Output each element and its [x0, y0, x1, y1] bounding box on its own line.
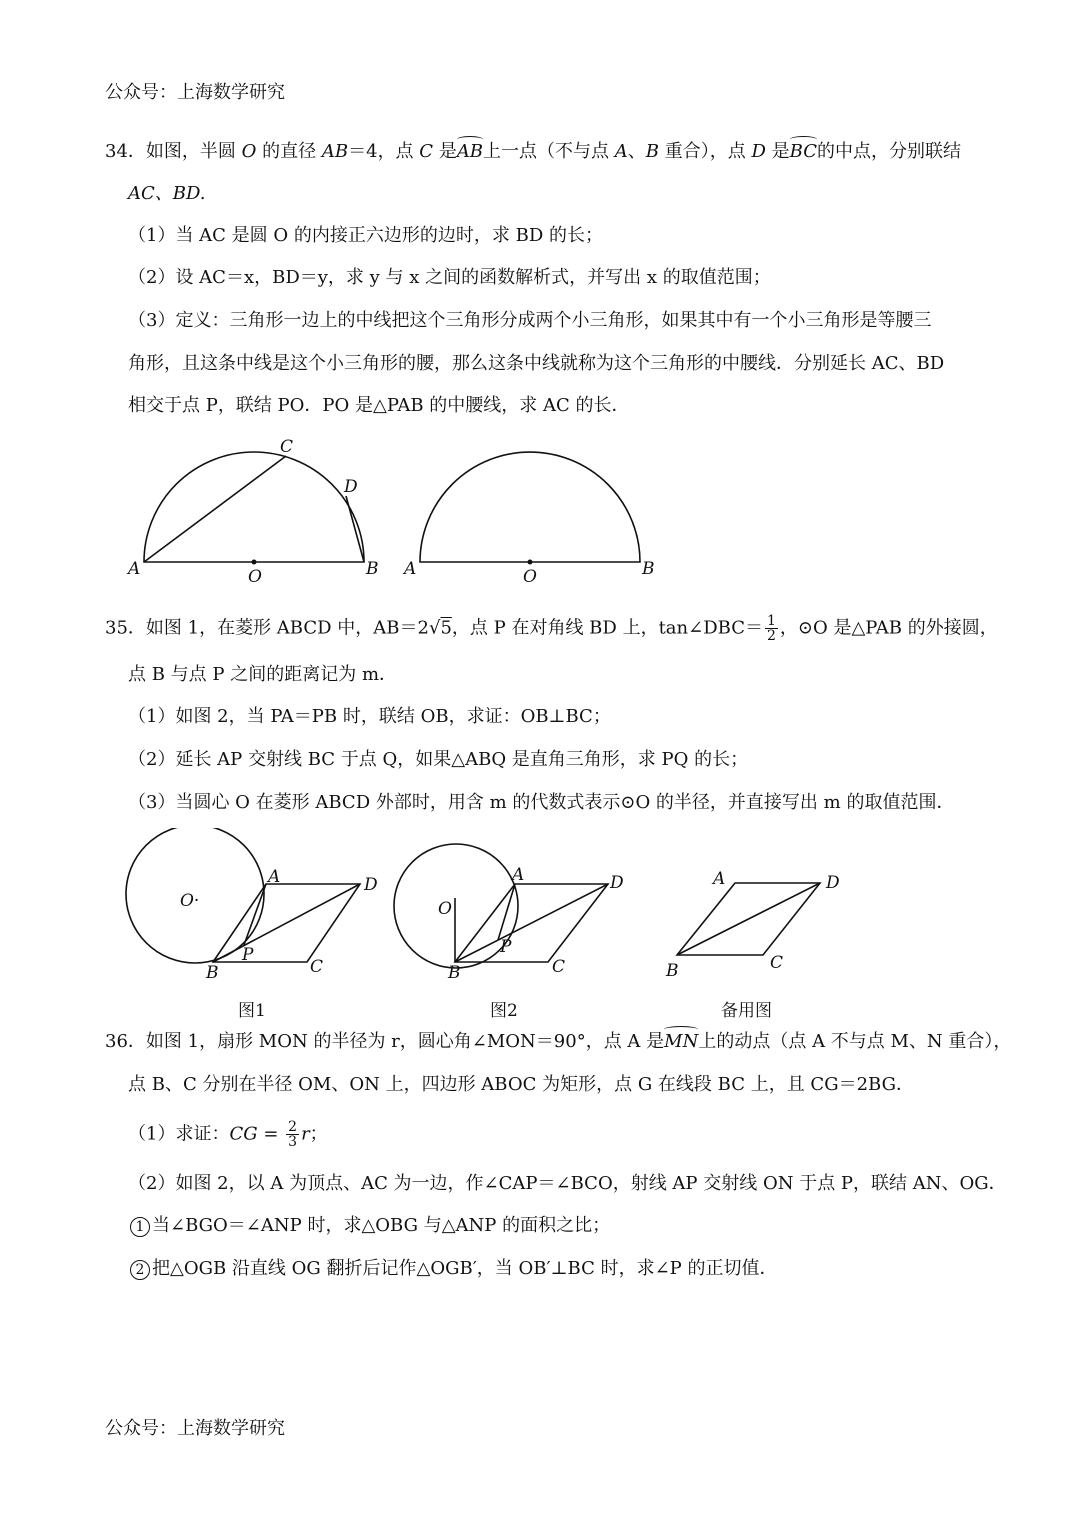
label-d: D [364, 875, 378, 895]
q34-figure-right [420, 452, 640, 562]
q35-sub1: （1）如图 2，当 PA＝PB 时，联结 OB，求证：OB⊥BC； [128, 706, 611, 727]
page-header: 公众号：上海数学研究 [105, 82, 285, 103]
semicircle [144, 452, 364, 562]
q36-text: 如图 1，扇形 MON 的半径为 r，圆心角∠MON＝90°，点 A 是 [145, 1031, 665, 1052]
sqrt5: √5 [428, 617, 452, 639]
q34-stem-line2: AC、BD. [128, 183, 206, 204]
q36-sub2: （2）如图 2，以 A 为顶点、AC 为一边，作∠CAP＝∠BCO，射线 AP 交射线 ON 于点 P，联结 AN、OG． [128, 1173, 1007, 1194]
q34-text: 的中点，分别联结 [817, 141, 961, 162]
q34-sub3-line1: （3）定义：三角形一边上的中线把这个三角形分成两个小三角形，如果其中有一个小三角形是等腰三 [128, 310, 932, 331]
q34-stem-line1: 34．如图，半圆 O 的直径 AB＝4，点 C 是AB上一点（不与点 A、B 重合），点 D 是BC的中点，分别联结 [105, 141, 961, 162]
q34-figure-left [144, 452, 364, 562]
caption-figure-1: 图1 [238, 1001, 266, 1021]
q34-text: 的直径 [262, 141, 317, 162]
circled-two-icon: 2 [130, 1260, 150, 1280]
q34-number: 34． [105, 141, 146, 162]
q35-number: 35． [105, 617, 146, 639]
arc-mn: MN [664, 1031, 699, 1052]
label-o: O [438, 899, 452, 919]
center-dot [528, 560, 533, 565]
fraction-two-thirds: $\frac{2}{3}$ [288, 1119, 298, 1150]
label-o: O [248, 567, 262, 587]
q34-text: 是 [438, 141, 457, 162]
circled-one-icon: 1 [130, 1217, 150, 1237]
q36-text: 当∠BGO＝∠ANP 时，求△OBG 与△ANP 的面积之比； [152, 1215, 611, 1236]
q35-figure-spare [677, 883, 820, 955]
q35-stem-line1 [105, 614, 998, 643]
label-d: D [344, 477, 358, 497]
q34-sub2: （2）设 AC＝x，BD＝y，求 y 与 x 之间的函数解析式，并写出 x 的取值范围； [128, 267, 771, 288]
label-p: P [500, 937, 512, 957]
q35-text: ，点 P 在对角线 BD 上，tan∠DBC＝ [451, 617, 763, 639]
q35-stem-line2: 点 B 与点 P 之间的距离记为 m． [128, 664, 398, 685]
diagonal-bd [677, 883, 820, 955]
semicircle [420, 452, 640, 562]
page-footer: 公众号：上海数学研究 [105, 1418, 285, 1439]
diagonal-bd [455, 884, 608, 962]
q34-sub3-line2: 角形，且这条中线是这个小三角形的腰，那么这条中线就称为这个三角形的中腰线．分别延长 AC、BD [128, 353, 945, 374]
label-o: O [523, 567, 537, 587]
label-b: B [448, 963, 461, 983]
q36-sub1: （1）求证：CG = $\frac{2}{3}$ r； [128, 1119, 328, 1150]
q35-text: 如图 1，在菱形 ABCD 中，AB＝2 [145, 617, 429, 639]
q36-text: ； [309, 1123, 328, 1145]
label-d: D [826, 873, 840, 893]
label-a: A [512, 865, 525, 885]
q36-text: （1）求证： [128, 1123, 230, 1145]
label-a: A [713, 869, 726, 889]
q36-number: 36． [105, 1031, 146, 1052]
label-b: B [666, 961, 679, 981]
label-b: B [642, 559, 655, 579]
q34-sub1: （1）当 AC 是圆 O 的内接正六边形的边时，求 BD 的长； [128, 225, 603, 246]
fraction-one-half: $\frac{1}{2}$ [766, 613, 776, 644]
q34-text: 是 [771, 141, 790, 162]
label-a: A [268, 867, 281, 887]
chord-ac [144, 456, 286, 562]
q36-stem-line2: 点 B、C 分别在半径 OM、ON 上，四边形 ABOC 为矩形，点 G 在线段 BC 上，且 CG＝2BG． [128, 1074, 914, 1095]
q34-sub3-line3: 相交于点 P，联结 PO．PO 是△PAB 的中腰线，求 AC 的长． [128, 395, 630, 416]
label-a: A [128, 559, 141, 579]
label-a: A [404, 559, 417, 579]
q36-sub2-part1 [130, 1214, 610, 1238]
label-c: C [552, 957, 566, 977]
q34-text: 上一点（不与点 [483, 141, 610, 162]
q34-figures [120, 432, 680, 592]
label-c: C [310, 957, 324, 977]
label-d: D [610, 873, 624, 893]
chord-bd [346, 496, 364, 562]
label-o: O· [180, 891, 200, 911]
q36-text: 上的动点（点 A 不与点 M、N 重合）， [698, 1031, 1012, 1052]
q36-stem-line1 [105, 1030, 1011, 1054]
label-p: P [242, 945, 254, 965]
label-b: B [366, 559, 379, 579]
label-c: C [770, 953, 784, 973]
q35-sub3: （3）当圆心 O 在菱形 ABCD 外部时，用含 m 的代数式表示⊙O 的半径，并直接写出 m 的取值范围． [128, 792, 955, 813]
diagonal-bd [213, 884, 360, 962]
caption-figure-2: 图2 [490, 1001, 518, 1021]
q34-text: ，点 [377, 141, 414, 162]
label-c: C [280, 437, 294, 457]
caption-spare-figure: 备用图 [721, 1001, 772, 1021]
label-b: B [206, 963, 219, 983]
q35-sub2: （2）延长 AP 交射线 BC 于点 Q，如果△ABQ 是直角三角形，求 PQ 的长； [128, 749, 749, 770]
q35-text: ，⊙O 是△PAB 的外接圆， [779, 617, 998, 639]
center-dot [252, 560, 257, 565]
q35-figures [120, 828, 860, 988]
q36-text: 把△OGB 沿直线 OG 翻折后记作△OGB′，当 OB′⊥BC 时，求∠P 的正切值． [152, 1258, 778, 1279]
arc-bc: BC [789, 141, 817, 162]
q35-figure-1 [126, 828, 360, 963]
q34-text: 如图，半圆 [145, 141, 236, 162]
q36-sub2-part2 [130, 1257, 778, 1281]
q34-text: 重合），点 [664, 141, 746, 162]
arc-ab: AB [456, 141, 484, 162]
